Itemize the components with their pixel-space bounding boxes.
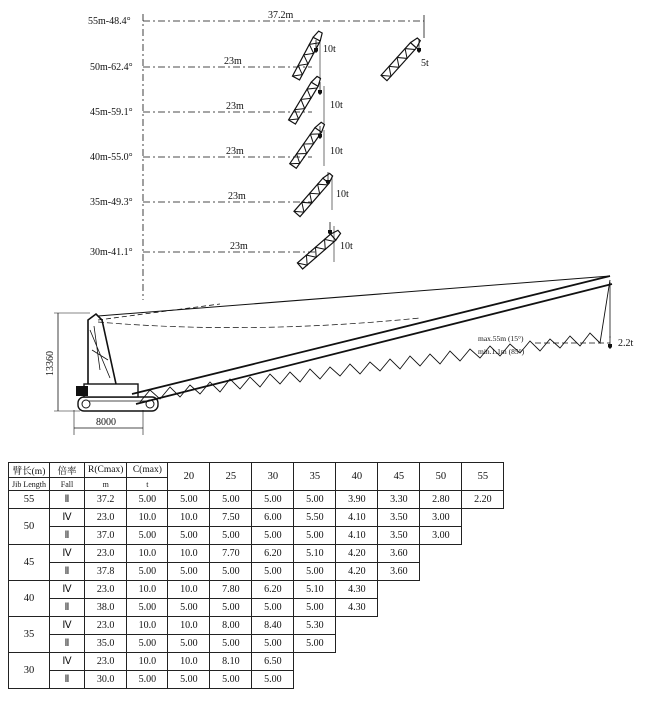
rmax-cell: 38.0 — [85, 599, 127, 617]
header-radius: 55 — [462, 463, 504, 491]
jib-config-label: 35m-49.3° — [90, 197, 133, 208]
header-cmax-unit: t — [127, 478, 168, 491]
capacity-cell: 5.00 — [210, 563, 252, 581]
counterweight — [76, 386, 88, 396]
capacity-cell: 3.60 — [378, 545, 420, 563]
capacity-cell: 10.0 — [168, 653, 210, 671]
mast — [88, 314, 116, 384]
fall-cell: Ⅱ — [50, 527, 85, 545]
table-row — [9, 563, 504, 581]
capacity-cell: 5.00 — [294, 527, 336, 545]
empty-cell — [420, 581, 462, 599]
jib-lattice — [292, 30, 323, 80]
header-rmax-unit: m — [85, 478, 127, 491]
capacity-cell: 2.20 — [462, 491, 504, 509]
empty-cell — [462, 617, 504, 635]
pendant-rope-dashed — [98, 304, 220, 320]
header-radius: 30 — [252, 463, 294, 491]
empty-cell — [378, 653, 420, 671]
capacity-cell: 3.50 — [378, 509, 420, 527]
empty-cell — [462, 545, 504, 563]
capacity-cell: 5.00 — [294, 599, 336, 617]
load-table-body — [9, 463, 504, 689]
cmax-cell: 5.00 — [127, 599, 168, 617]
capacity-cell: 5.00 — [294, 563, 336, 581]
capacity-cell: 5.00 — [210, 671, 252, 689]
fall-cell: Ⅳ — [50, 509, 85, 527]
jib-length-cell: 45 — [9, 545, 50, 581]
jib-length-cell: 40 — [9, 581, 50, 617]
pendant-rope-arc — [98, 318, 420, 328]
main-boom — [132, 276, 612, 404]
jib-config-label: 55m-48.4° — [88, 16, 131, 27]
capacity-cell: 4.30 — [336, 599, 378, 617]
cmax-cell: 10.0 — [127, 617, 168, 635]
empty-cell — [294, 671, 336, 689]
tip-load-label: 2.2t — [618, 338, 634, 349]
capacity-cell: 5.00 — [294, 491, 336, 509]
empty-cell — [378, 599, 420, 617]
rmax-cell: 35.0 — [85, 635, 127, 653]
fall-cell: Ⅳ — [50, 545, 85, 563]
height-dimension — [45, 313, 90, 411]
rmax-cell: 23.0 — [85, 545, 127, 563]
cmax-cell: 5.00 — [127, 491, 168, 509]
rmax-cell: 37.2 — [85, 491, 127, 509]
empty-cell — [336, 671, 378, 689]
capacity-cell: 5.10 — [294, 581, 336, 599]
jib-config-45 — [90, 75, 343, 124]
empty-cell — [420, 653, 462, 671]
dim-label: 23m — [226, 146, 244, 157]
jib-config-55 — [88, 10, 429, 81]
capacity-cell: 5.00 — [210, 527, 252, 545]
capacity-cell: 10.0 — [168, 545, 210, 563]
capacity-cell: 10.0 — [168, 617, 210, 635]
empty-cell — [420, 599, 462, 617]
fall-cell: Ⅱ — [50, 563, 85, 581]
capacity-cell: 6.50 — [252, 653, 294, 671]
empty-cell — [462, 527, 504, 545]
table-row — [9, 491, 504, 509]
header-radius: 20 — [168, 463, 210, 491]
rmax-cell: 30.0 — [85, 671, 127, 689]
jib-config-30 — [90, 222, 353, 269]
table-row — [9, 509, 504, 527]
empty-cell — [462, 563, 504, 581]
jib-length-cell: 35 — [9, 617, 50, 653]
jib-config-40 — [90, 121, 343, 168]
table-row — [9, 617, 504, 635]
capacity-cell: 5.00 — [252, 635, 294, 653]
capacity-cell: 5.50 — [294, 509, 336, 527]
jib-config-35 — [90, 172, 349, 217]
cmax-cell: 10.0 — [127, 545, 168, 563]
empty-cell — [462, 509, 504, 527]
capacity-cell: 5.00 — [210, 635, 252, 653]
capacity-cell: 4.20 — [336, 545, 378, 563]
fall-cell: Ⅳ — [50, 653, 85, 671]
empty-cell — [420, 617, 462, 635]
capacity-cell: 3.50 — [378, 527, 420, 545]
capacity-cell: 6.20 — [252, 581, 294, 599]
jib-config-label: 45m-59.1° — [90, 107, 133, 118]
width-dimension — [74, 410, 143, 435]
capacity-cell: 4.10 — [336, 527, 378, 545]
capacity-cell: 3.00 — [420, 509, 462, 527]
capacity-cell: 10.0 — [168, 509, 210, 527]
capacity-cell: 5.10 — [294, 545, 336, 563]
header-jib-length-en: Jib Length — [9, 478, 50, 491]
capacity-cell: 5.00 — [252, 599, 294, 617]
header-radius: 25 — [210, 463, 252, 491]
load-label: 10t — [336, 189, 349, 200]
empty-cell — [378, 617, 420, 635]
capacity-cell: 3.90 — [336, 491, 378, 509]
empty-cell — [378, 581, 420, 599]
table-header-row — [9, 463, 504, 478]
load-label: 10t — [323, 44, 336, 55]
cmax-cell: 5.00 — [127, 527, 168, 545]
capacity-cell: 5.00 — [294, 635, 336, 653]
capacity-cell: 5.00 — [210, 491, 252, 509]
header-rmax: R(Cmax) — [85, 463, 127, 478]
empty-cell — [420, 671, 462, 689]
jib-config-label: 40m-55.0° — [90, 152, 133, 163]
table-row — [9, 671, 504, 689]
empty-cell — [420, 545, 462, 563]
crawler-crane — [76, 276, 634, 411]
capacity-cell: 5.00 — [168, 491, 210, 509]
hook-icon — [328, 222, 332, 235]
pendant-rope — [98, 276, 610, 316]
dim-label: 23m — [230, 241, 248, 252]
table-row — [9, 653, 504, 671]
fall-cell: Ⅱ — [50, 491, 85, 509]
capacity-cell: 7.80 — [210, 581, 252, 599]
cmax-cell: 5.00 — [127, 563, 168, 581]
height-dim-label: 13360 — [45, 351, 56, 376]
jib-lattice — [289, 75, 323, 124]
rmax-cell: 37.8 — [85, 563, 127, 581]
empty-cell — [462, 581, 504, 599]
header-fall-en: Fall — [50, 478, 85, 491]
rmax-cell: 37.0 — [85, 527, 127, 545]
capacity-cell: 5.00 — [168, 635, 210, 653]
jib-lattice — [297, 229, 341, 269]
header-fall: 倍率 — [50, 463, 85, 478]
capacity-cell: 5.30 — [294, 617, 336, 635]
empty-cell — [336, 653, 378, 671]
cmax-cell: 10.0 — [127, 653, 168, 671]
fall-cell: Ⅳ — [50, 581, 85, 599]
table-row — [9, 599, 504, 617]
jib-config-label: 30m-41.1° — [90, 247, 133, 258]
empty-cell — [420, 563, 462, 581]
capacity-cell: 4.30 — [336, 581, 378, 599]
cmax-cell: 5.00 — [127, 671, 168, 689]
empty-cell — [378, 635, 420, 653]
load-label: 10t — [330, 146, 343, 157]
capacity-cell: 2.80 — [420, 491, 462, 509]
load-chart-table — [8, 462, 504, 689]
header-radius: 40 — [336, 463, 378, 491]
angle-min-label: min.1.1m (85°) — [478, 347, 525, 356]
empty-cell — [462, 635, 504, 653]
load-label: 10t — [330, 100, 343, 111]
load-label: 10t — [340, 241, 353, 252]
dim-label: 37.2m — [268, 10, 294, 21]
empty-cell — [294, 653, 336, 671]
hook-icon — [608, 336, 612, 349]
capacity-cell: 7.50 — [210, 509, 252, 527]
header-radius: 45 — [378, 463, 420, 491]
fall-cell: Ⅳ — [50, 617, 85, 635]
jib-lattice — [381, 37, 422, 81]
header-radius: 50 — [420, 463, 462, 491]
fall-cell: Ⅱ — [50, 599, 85, 617]
capacity-cell: 4.20 — [336, 563, 378, 581]
capacity-cell: 8.00 — [210, 617, 252, 635]
header-radius: 35 — [294, 463, 336, 491]
rmax-cell: 23.0 — [85, 509, 127, 527]
empty-cell — [462, 671, 504, 689]
jib-length-cell: 55 — [9, 491, 50, 509]
capacity-cell: 8.10 — [210, 653, 252, 671]
jib-config-label: 50m-62.4° — [90, 62, 133, 73]
capacity-cell: 3.30 — [378, 491, 420, 509]
fall-cell: Ⅱ — [50, 635, 85, 653]
table-row — [9, 581, 504, 599]
jib-config-50 — [90, 40, 336, 80]
header-jib-length: 臂长(m) — [9, 463, 50, 478]
jib-length-cell: 50 — [9, 509, 50, 545]
angle-max-label: max.55m (15°) — [478, 334, 524, 343]
capacity-cell: 7.70 — [210, 545, 252, 563]
capacity-cell: 3.60 — [378, 563, 420, 581]
cmax-cell: 5.00 — [127, 635, 168, 653]
capacity-cell: 6.20 — [252, 545, 294, 563]
table-row — [9, 527, 504, 545]
empty-cell — [336, 617, 378, 635]
rmax-cell: 23.0 — [85, 581, 127, 599]
dim-label: 23m — [228, 191, 246, 202]
table-row — [9, 635, 504, 653]
empty-cell — [336, 635, 378, 653]
capacity-cell: 4.10 — [336, 509, 378, 527]
capacity-cell: 8.40 — [252, 617, 294, 635]
cmax-cell: 10.0 — [127, 509, 168, 527]
capacity-cell: 5.00 — [168, 671, 210, 689]
dim-label: 23m — [226, 101, 244, 112]
empty-cell — [420, 635, 462, 653]
upper-body — [84, 384, 138, 397]
rmax-cell: 23.0 — [85, 653, 127, 671]
jib-lattice — [290, 121, 326, 168]
empty-cell — [462, 653, 504, 671]
capacity-cell: 5.00 — [168, 599, 210, 617]
capacity-cell: 5.00 — [168, 563, 210, 581]
rmax-cell: 23.0 — [85, 617, 127, 635]
capacity-cell: 5.00 — [252, 671, 294, 689]
capacity-cell: 5.00 — [252, 563, 294, 581]
empty-cell — [378, 671, 420, 689]
capacity-cell: 10.0 — [168, 581, 210, 599]
header-cmax: C(max) — [127, 463, 168, 478]
capacity-cell: 3.00 — [420, 527, 462, 545]
fall-cell: Ⅱ — [50, 671, 85, 689]
width-dim-label: 8000 — [96, 417, 116, 428]
capacity-cell: 5.00 — [252, 491, 294, 509]
jib-length-cell: 30 — [9, 653, 50, 689]
table-row — [9, 545, 504, 563]
empty-cell — [462, 599, 504, 617]
capacity-cell: 5.00 — [252, 527, 294, 545]
load-label: 5t — [421, 58, 429, 69]
capacity-cell: 5.00 — [168, 527, 210, 545]
capacity-cell: 5.00 — [210, 599, 252, 617]
dim-label: 23m — [224, 56, 242, 67]
cmax-cell: 10.0 — [127, 581, 168, 599]
capacity-cell: 6.00 — [252, 509, 294, 527]
